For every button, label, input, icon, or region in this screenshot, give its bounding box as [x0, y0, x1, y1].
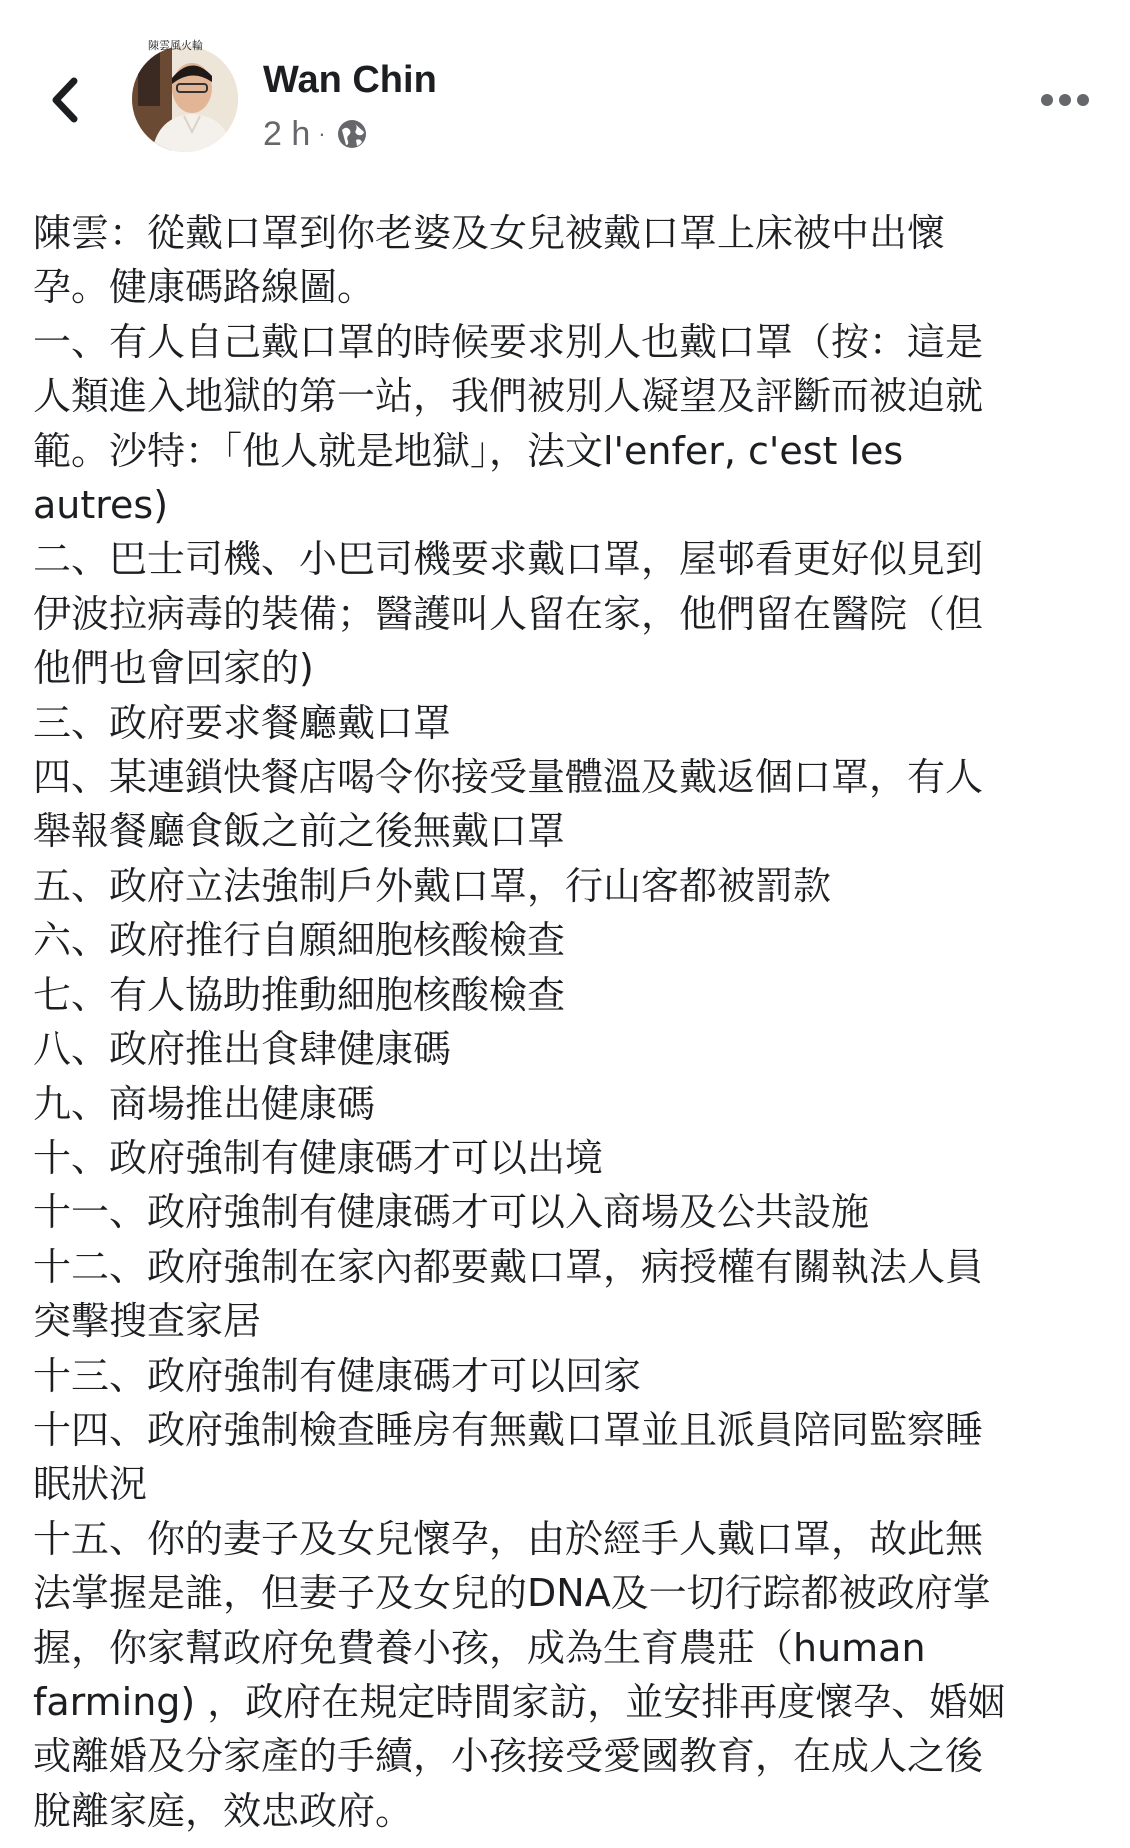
post-line: 陳雲：從戴口罩到你老婆及女兒被戴口罩上床被中出懷: [33, 211, 946, 255]
avatar-caption: 陳雲風火輪: [148, 39, 203, 52]
post-line: 法掌握是誰，但妻子及女兒的DNA及一切行踪都被政府掌: [33, 1571, 991, 1616]
more-horizontal-icon: [1040, 93, 1090, 107]
post-line: 眠狀況: [33, 1462, 148, 1507]
post-line: 六、政府推行自願細胞核酸檢查: [33, 918, 566, 963]
post-line: 三、政府要求餐廳戴口罩: [33, 700, 452, 745]
chevron-left-icon: [48, 75, 82, 125]
post-text: [33, 206, 1113, 1838]
post-line: 脫離家庭，效忠政府。: [33, 1788, 414, 1833]
post-line: 孕。健康碼路線圖。: [33, 265, 376, 310]
post-line: 握，你家幫政府免費養小孩，成為生育農莊（human: [33, 1625, 926, 1670]
author-name[interactable]: Wan Chin: [263, 59, 437, 101]
post-line: 或離婚及分家產的手續，小孩接受愛國教育，在成人之後: [33, 1734, 984, 1779]
post-line: 七、有人協助推動細胞核酸檢查: [33, 972, 566, 1017]
post-line: 八、政府推出食肆健康碼: [33, 1027, 452, 1072]
post-line: 一、有人自己戴口罩的時候要求別人也戴口罩（按：這是: [33, 319, 984, 364]
post-meta: [263, 114, 368, 154]
post-header: [0, 0, 1130, 175]
avatar-image: [132, 46, 238, 152]
post-line: farming) ，政府在規定時間家訪，並安排再度懷孕、婚姻: [33, 1679, 1006, 1724]
post-line: 十二、政府強制在家內都要戴口罩，病授權有關執法人員: [33, 1244, 984, 1289]
post-line: 他們也會回家的): [33, 646, 314, 691]
post-line: 十五、你的妻子及女兒懷孕，由於經手人戴口罩，故此無: [33, 1516, 984, 1561]
post-line: 人類進入地獄的第一站，我們被別人凝望及評斷而被迫就: [33, 374, 984, 419]
post-line: 四、某連鎖快餐店喝令你接受量體溫及戴返個口罩，有人: [33, 755, 984, 800]
post-line: 五、政府立法強制戶外戴口罩，行山客都被罰款: [33, 863, 832, 908]
post-line: 突擊搜查家居: [33, 1299, 262, 1344]
post-line: 範。沙特：「他人就是地獄」，法文l'enfer, c'est les: [33, 428, 904, 473]
post-line: 舉報餐廳食飯之前之後無戴口罩: [33, 809, 566, 854]
post-line: 二、巴士司機、小巴司機要求戴口罩，屋邨看更好似見到: [33, 537, 984, 582]
post-line: 九、商場推出健康碼: [33, 1081, 376, 1126]
post-line: 十一、政府強制有健康碼才可以入商場及公共設施: [33, 1190, 870, 1235]
post-line: 伊波拉病毒的裝備；醫護叫人留在家，他們留在醫院（但: [33, 591, 984, 636]
post-line: autres): [33, 483, 169, 528]
timestamp[interactable]: 2 h: [263, 114, 311, 153]
post-line: 十三、政府強制有健康碼才可以回家: [33, 1353, 642, 1398]
avatar[interactable]: [128, 40, 243, 155]
post-line: 十四、政府強制檢查睡房有無戴口罩並且派員陪同監察睡: [33, 1407, 984, 1452]
post-line: 十、政府強制有健康碼才可以出境: [33, 1135, 604, 1180]
more-options-button[interactable]: [1030, 80, 1100, 120]
globe-icon[interactable]: [336, 118, 368, 150]
back-button[interactable]: [40, 70, 90, 130]
meta-separator: ·: [318, 121, 326, 146]
